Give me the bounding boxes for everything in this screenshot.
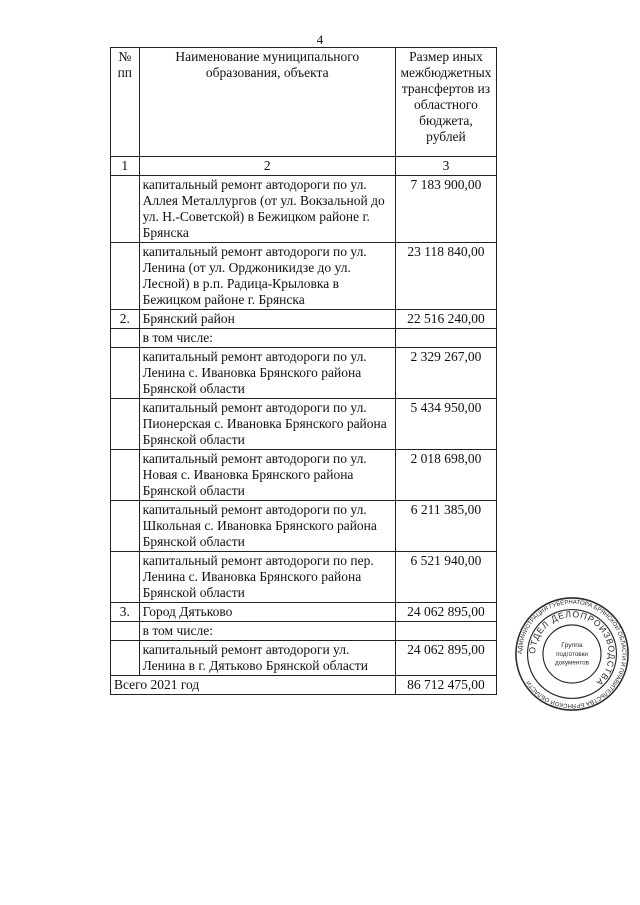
total-label: Всего 2021 год (111, 676, 396, 695)
row-amount: 24 062 895,00 (395, 603, 496, 622)
row-number (111, 243, 140, 310)
row-amount: 7 183 900,00 (395, 176, 496, 243)
header-number: № пп (111, 48, 140, 157)
row-name: капитальный ремонт автодороги по пер. Ленина с. Ивановка Брянского района Брянской области (139, 552, 395, 603)
row-amount: 5 434 950,00 (395, 399, 496, 450)
row-name: капитальный ремонт автодороги по ул. Пионерская с. Ивановка Брянского района Брянской области (139, 399, 395, 450)
row-name: капитальный ремонт автодороги по ул. Ленина (от ул. Орджоникидзе до ул. Лесной) в р.п. Радица-Крыловка в Бежицком районе г. Брянска (139, 243, 395, 310)
row-amount: 22 516 240,00 (395, 310, 496, 329)
table-row (111, 501, 497, 552)
row-name: капитальный ремонт автодороги ул. Ленина в г. Дятьково Брянской области (139, 641, 395, 676)
column-index-row (111, 157, 497, 176)
row-number (111, 348, 140, 399)
transfers-table (110, 47, 497, 695)
column-index: 3 (395, 157, 496, 176)
header-amount: Размер иных межбюджетных трансфертов из областного бюджета, рублей (395, 48, 496, 157)
stamp-center-line: подготовки (556, 650, 588, 658)
row-number: 3. (111, 603, 140, 622)
row-amount: 6 521 940,00 (395, 552, 496, 603)
table-row (111, 603, 497, 622)
row-name: Город Дятьково (139, 603, 395, 622)
row-number (111, 329, 140, 348)
row-name: капитальный ремонт автодороги по ул. Новая с. Ивановка Брянского района Брянской области (139, 450, 395, 501)
stamp-center-line: документов (555, 659, 589, 667)
row-number (111, 501, 140, 552)
row-number (111, 399, 140, 450)
row-amount: 24 062 895,00 (395, 641, 496, 676)
row-name: капитальный ремонт автодороги по ул. Ленина с. Ивановка Брянского района Брянской области (139, 348, 395, 399)
stamp-inner-text: ОТДЕЛ ДЕЛОПРОИЗВОДСТВА (527, 609, 617, 689)
row-amount: 6 211 385,00 (395, 501, 496, 552)
table-row (111, 348, 497, 399)
row-name: капитальный ремонт автодороги по ул. Аллея Металлургов (от ул. Вокзальной до ул. Н.-Советской) в Бежицком районе г. Брянска (139, 176, 395, 243)
row-number (111, 622, 140, 641)
stamp-outer-text: АДМИНИСТРАЦИЯ ГУБЕРНАТОРА БРЯНСКОЙ ОБЛАСТИ И ПРАВИТЕЛЬСТВА БРЯНСКОЙ ОБЛАСТИ (517, 599, 627, 709)
row-number (111, 450, 140, 501)
column-index: 1 (111, 157, 140, 176)
table-row (111, 310, 497, 329)
table-row (111, 450, 497, 501)
total-row (111, 676, 497, 695)
row-amount (395, 329, 496, 348)
table-row (111, 622, 497, 641)
official-stamp (514, 596, 630, 712)
row-name: Брянский район (139, 310, 395, 329)
table-row (111, 552, 497, 603)
row-name: капитальный ремонт автодороги по ул. Школьная с. Ивановка Брянского района Брянской области (139, 501, 395, 552)
row-amount: 2 329 267,00 (395, 348, 496, 399)
row-number: 2. (111, 310, 140, 329)
table-row (111, 176, 497, 243)
total-value: 86 712 475,00 (395, 676, 496, 695)
row-number (111, 176, 140, 243)
row-amount: 2 018 698,00 (395, 450, 496, 501)
table-header-row (111, 48, 497, 157)
table-row (111, 641, 497, 676)
column-index: 2 (139, 157, 395, 176)
table-row (111, 329, 497, 348)
row-name: в том числе: (139, 622, 395, 641)
row-number (111, 552, 140, 603)
row-amount: 23 118 840,00 (395, 243, 496, 310)
header-name: Наименование муниципального образования, объекта (139, 48, 395, 157)
row-name: в том числе: (139, 329, 395, 348)
row-number (111, 641, 140, 676)
table-row (111, 399, 497, 450)
table-row (111, 243, 497, 310)
row-amount (395, 622, 496, 641)
page-number: 4 (316, 32, 324, 47)
stamp-center-line: Группа (561, 642, 583, 650)
